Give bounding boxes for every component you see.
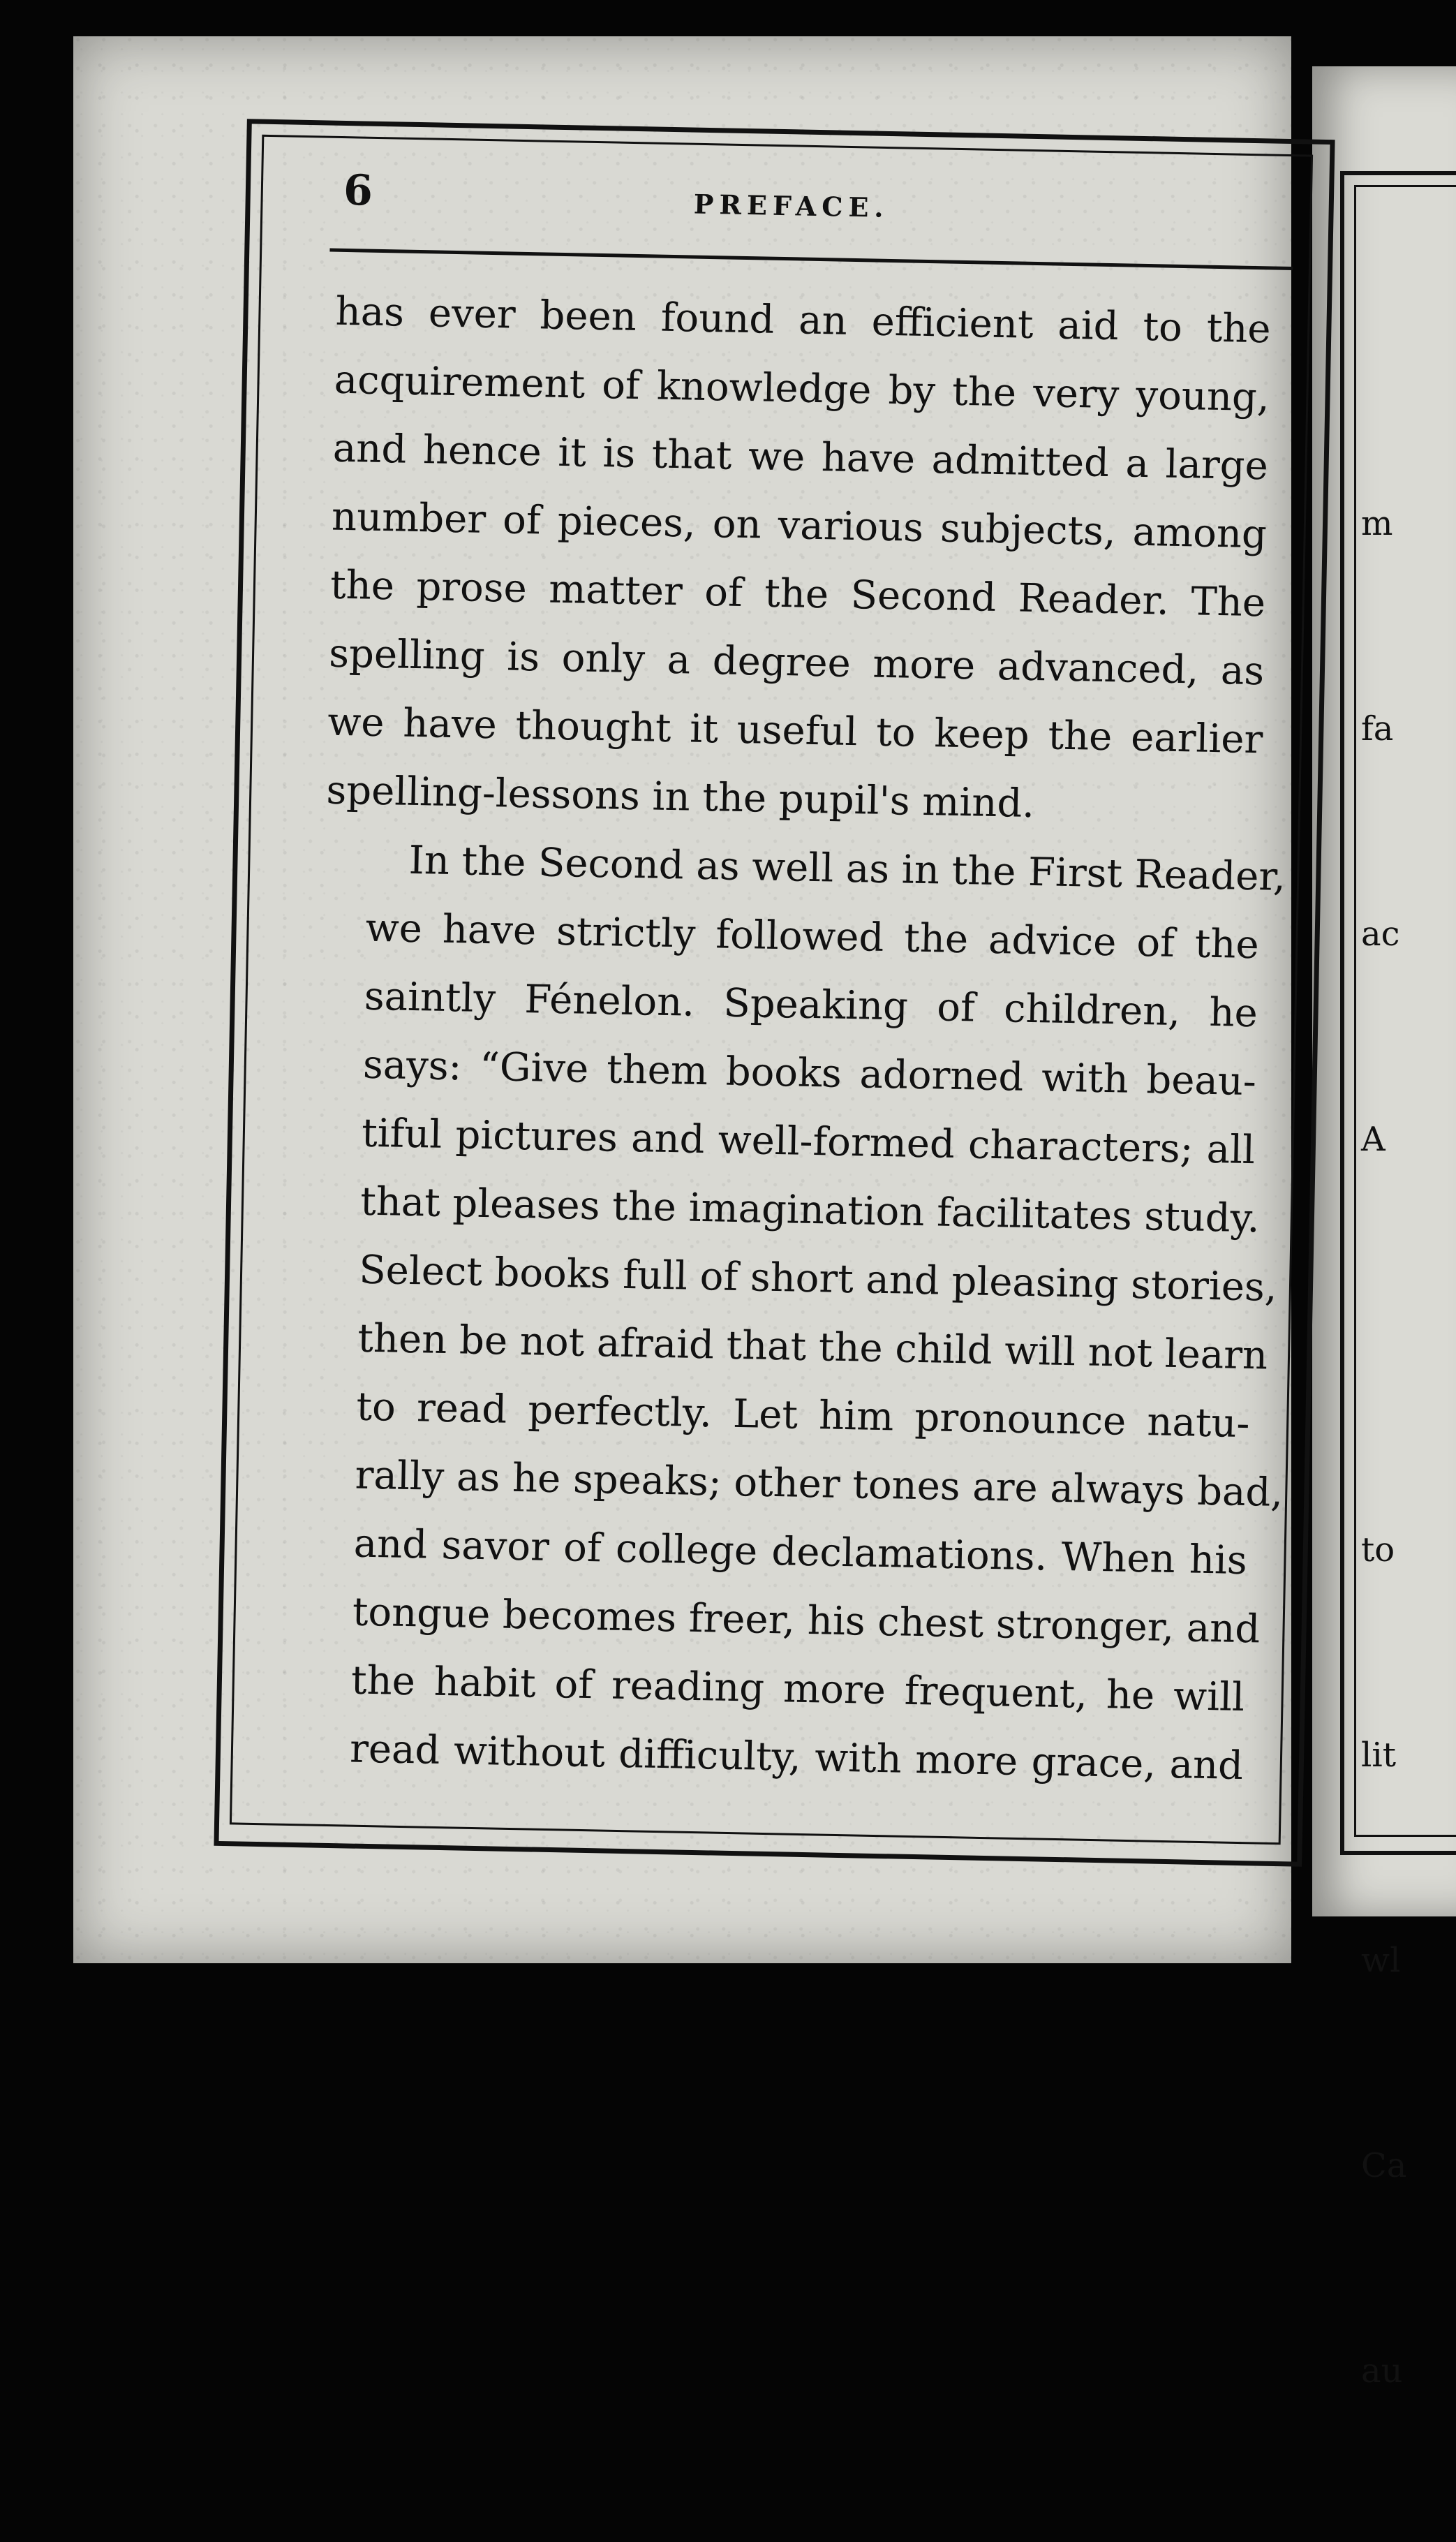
text-line: the habit of reading more frequent, he will (350, 1657, 1245, 1721)
text-line: we have strictly followed the advice of the (365, 905, 1260, 968)
opposite-fragment: wl (1361, 1941, 1401, 1980)
opposite-fragment: m (1361, 504, 1393, 543)
text-line: tiful pictures and well-formed characters; all (361, 1110, 1256, 1174)
text-line: saintly Fénelon. Speaking of children, he (364, 973, 1258, 1037)
body-text (307, 278, 1286, 1801)
paragraph-2 (307, 825, 1286, 1801)
page-number: 6 (343, 165, 373, 216)
opposite-fragment: A (1361, 1120, 1386, 1159)
opposite-page-fragments (1361, 353, 1406, 2542)
opposite-fragment: Ca (1361, 2146, 1407, 2185)
opposite-fragment: to (1361, 1530, 1395, 1569)
text-line: the prose matter of the Second Reader. The (329, 562, 1266, 626)
opposite-fragment: lit (1361, 1736, 1396, 1775)
text-line: says: “Give them books adorned with beau- (362, 1042, 1257, 1105)
text-line: acquirement of knowledge by the very young, (334, 357, 1270, 421)
text-line: that pleases the imagination facilitates study. (359, 1178, 1261, 1242)
opposite-fragment: au (1361, 2351, 1403, 2390)
text-line: spelling-lessons in the pupil's mind. (325, 767, 1035, 827)
page-content (258, 165, 1294, 1831)
opposite-fragment: ac (1361, 915, 1400, 954)
text-line: has ever been found an efficient aid to the (335, 288, 1272, 353)
running-head: PREFACE. (693, 188, 890, 223)
opposite-page-edge (1312, 66, 1456, 2390)
text-line: number of pieces, on various subjects, among (331, 494, 1268, 558)
text-line: to read perfectly. Let him pronounce natu- (356, 1384, 1251, 1447)
text-line: read without difficulty, with more grace, and (349, 1726, 1244, 1789)
text-line: In the Second as well as in the First Reader, (408, 837, 1286, 900)
text-line: we have thought it useful to keep the earlier (327, 699, 1263, 763)
paragraph-1 (326, 278, 1272, 843)
text-line: spelling is only a degree more advanced, as (328, 630, 1265, 695)
text-line: tongue becomes freer, his chest stronger, and (352, 1589, 1261, 1653)
opposite-fragment: fa (1361, 709, 1394, 748)
opposite-fragment (1361, 1310, 1406, 1379)
text-line: then be not afraid that the child will not learn (357, 1315, 1268, 1379)
text-line: Select books full of short and pleasing stories, (358, 1247, 1278, 1310)
text-line: and hence it is that we have admitted a large (332, 425, 1269, 489)
text-line: and savor of college declamations. When his (353, 1521, 1248, 1584)
text-line: rally as he speaks; other tones are always bad, (355, 1452, 1284, 1516)
